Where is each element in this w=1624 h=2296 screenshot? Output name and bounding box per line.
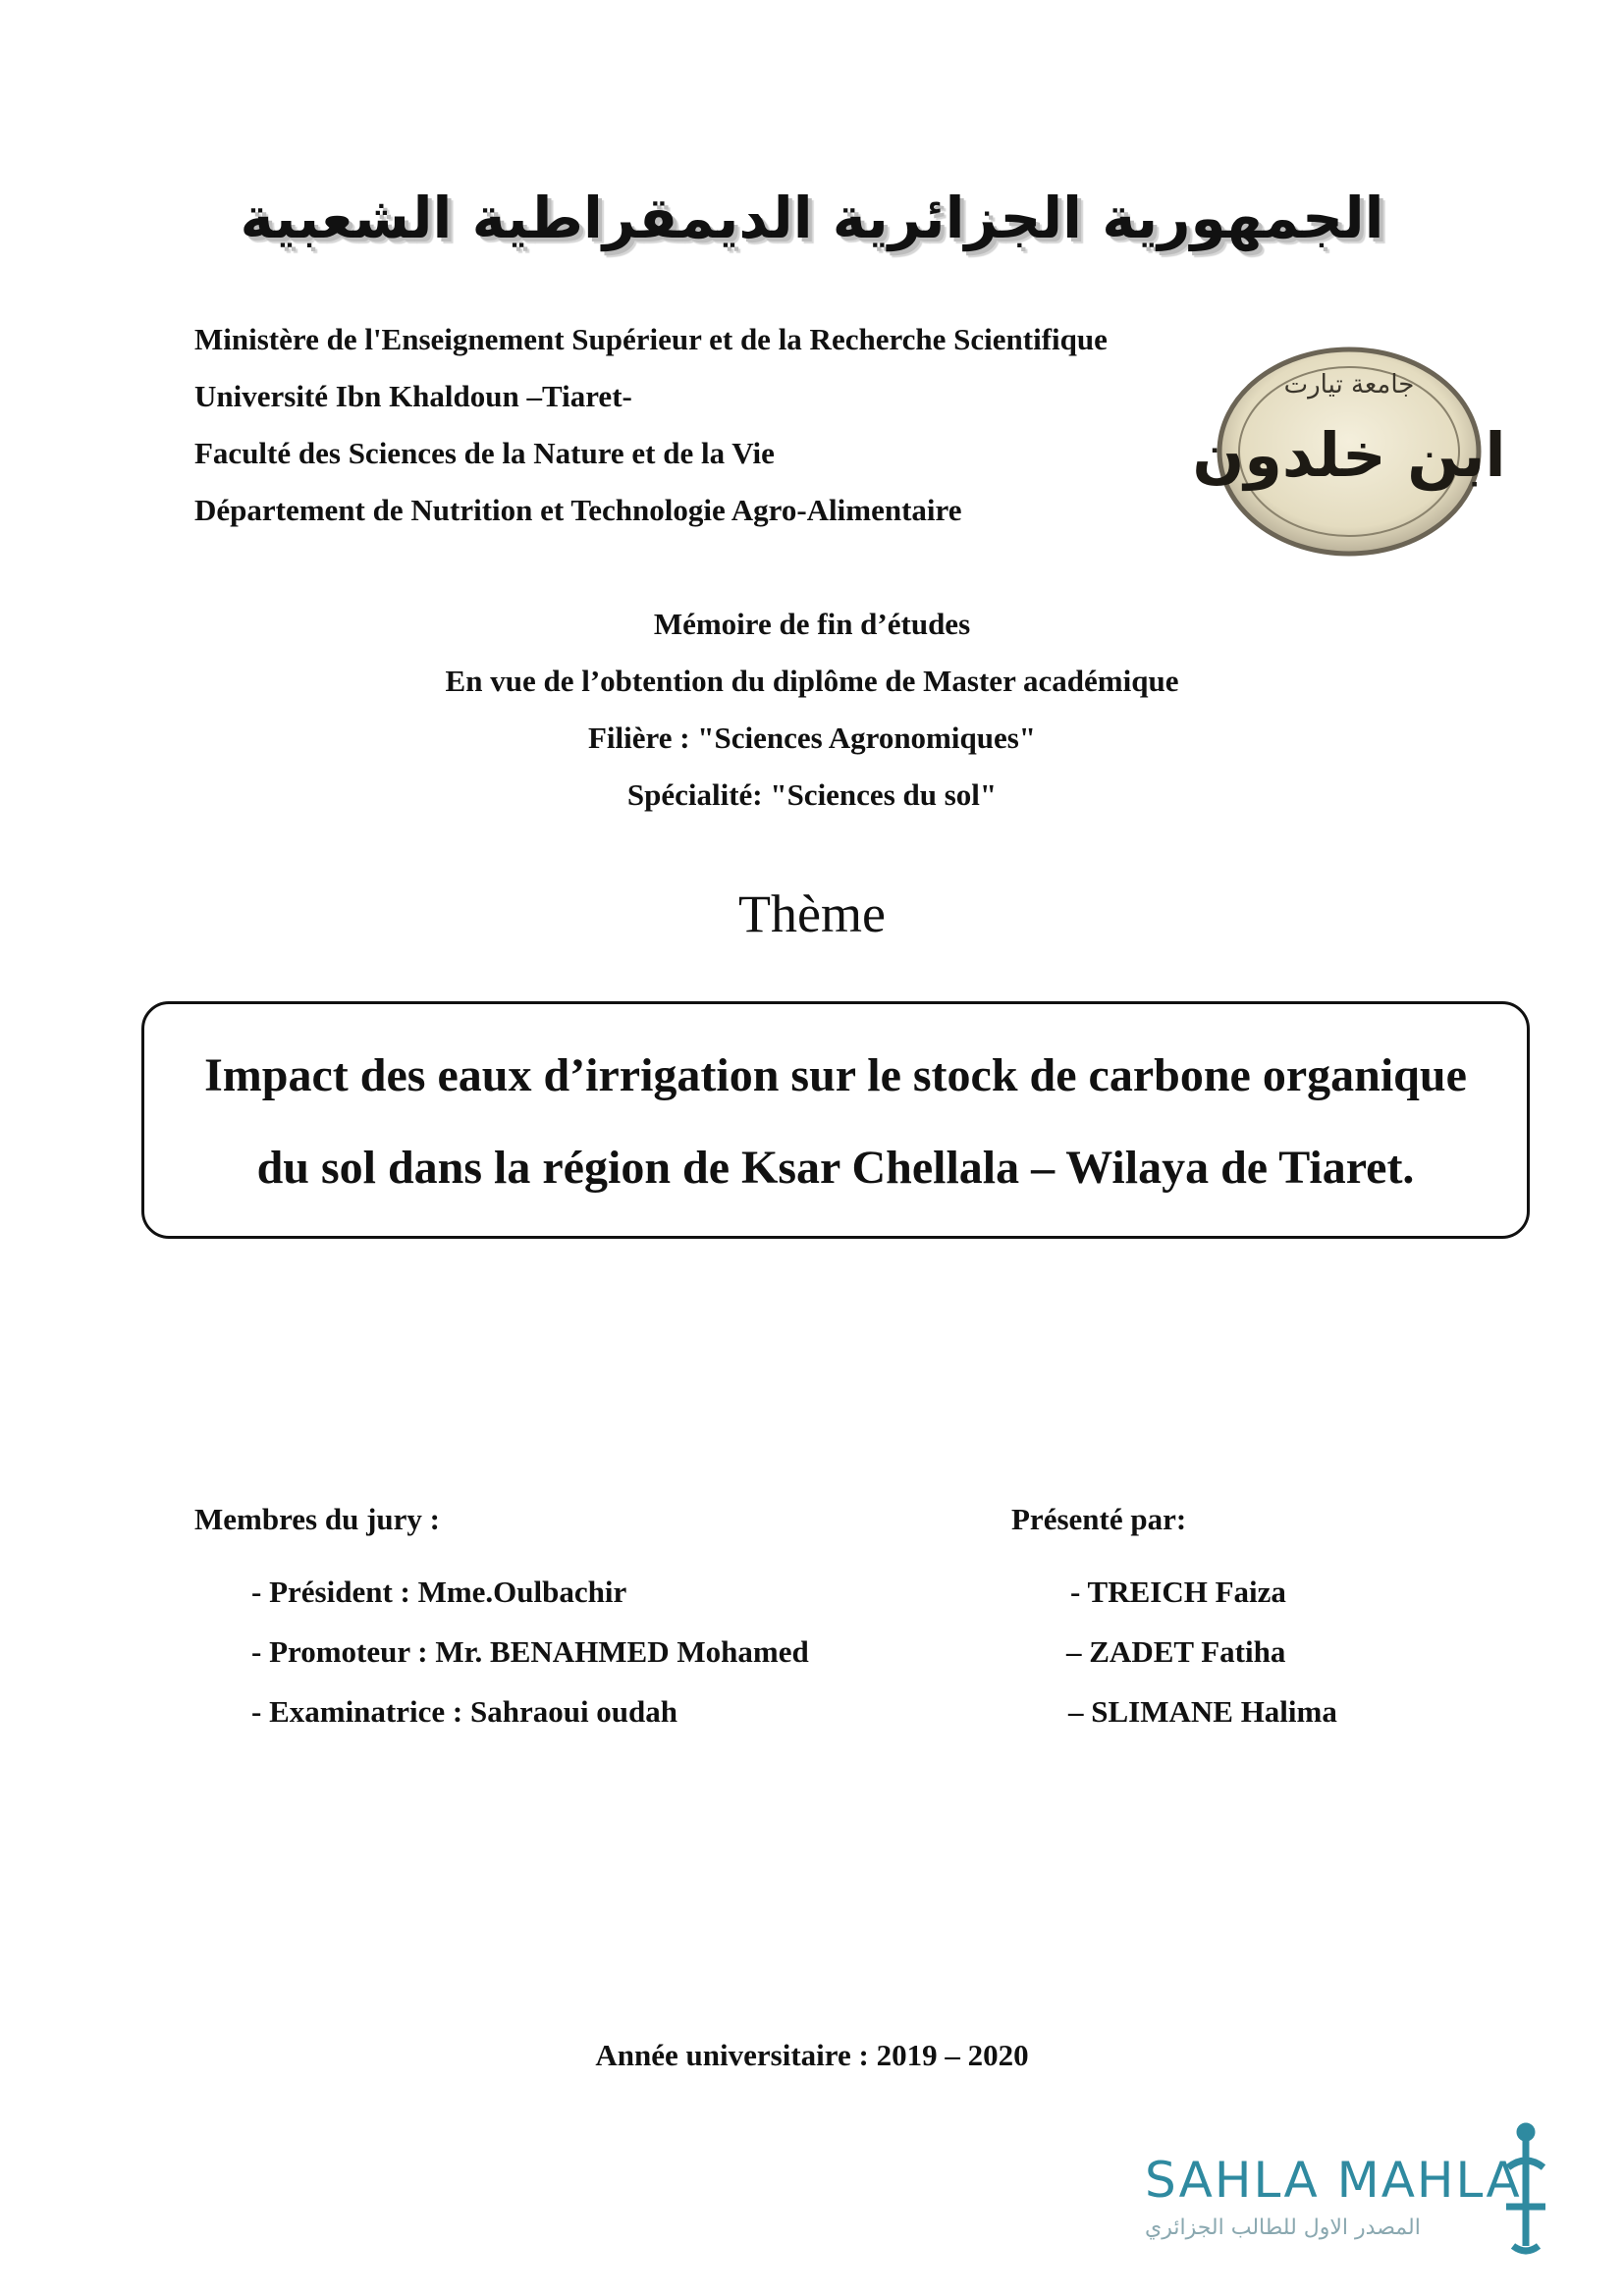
department-line: Département de Nutrition et Technologie Agro-Alimentaire <box>194 493 962 527</box>
jury-member: - Président : Mme.Oulbachir <box>251 1575 627 1609</box>
republic-arabic-title: الجمهورية الجزائرية الديمقراطية الشعبية <box>240 185 1384 251</box>
university-logo <box>1192 344 1506 560</box>
theme-label: Thème <box>738 884 886 943</box>
student-name: – ZADET Fatiha <box>1066 1634 1286 1669</box>
ministry-line: Ministère de l'Enseignement Supérieur et de la Recherche Scientifique <box>194 322 1108 356</box>
academic-year: Année universitaire : 2019 – 2020 <box>595 2038 1029 2072</box>
memoire-line-2: En vue de l’obtention du diplôme de Master académique <box>445 664 1179 698</box>
theme-box <box>141 1001 1530 1239</box>
brand-tagline: المصدر الاول للطالب الجزائري <box>1145 2216 1421 2240</box>
presented-heading: Présenté par: <box>1011 1502 1187 1536</box>
faculty-line: Faculté des Sciences de la Nature et de la Vie <box>194 436 775 470</box>
theme-title-line-1: Impact des eaux d’irrigation sur le stock de carbone organique <box>204 1049 1467 1101</box>
jury-member: - Examinatrice : Sahraoui oudah <box>251 1694 678 1729</box>
memoire-line-1: Mémoire de fin d’études <box>653 607 971 641</box>
logo-ring-text: جامعة تيارت <box>1283 370 1415 400</box>
jury-heading: Membres du jury : <box>194 1502 440 1536</box>
filiere-line: Filière : "Sciences Agronomiques" <box>587 721 1037 755</box>
sahla-mahla-logo <box>1145 2118 1577 2266</box>
university-line: Université Ibn Khaldoun –Tiaret- <box>194 379 632 413</box>
student-name: – SLIMANE Halima <box>1068 1694 1337 1729</box>
jury-member: - Promoteur : Mr. BENAHMED Mohamed <box>251 1634 809 1669</box>
logo-text: ابن خلدون <box>1192 419 1506 491</box>
brand-name: SAHLA MAHLA <box>1145 2152 1522 2209</box>
student-name: - TREICH Faiza <box>1070 1575 1286 1609</box>
theme-title-line-2: du sol dans la région de Ksar Chellala – Wilaya de Tiaret. <box>256 1142 1415 1194</box>
specialite-line: Spécialité: "Sciences du sol" <box>626 777 998 812</box>
